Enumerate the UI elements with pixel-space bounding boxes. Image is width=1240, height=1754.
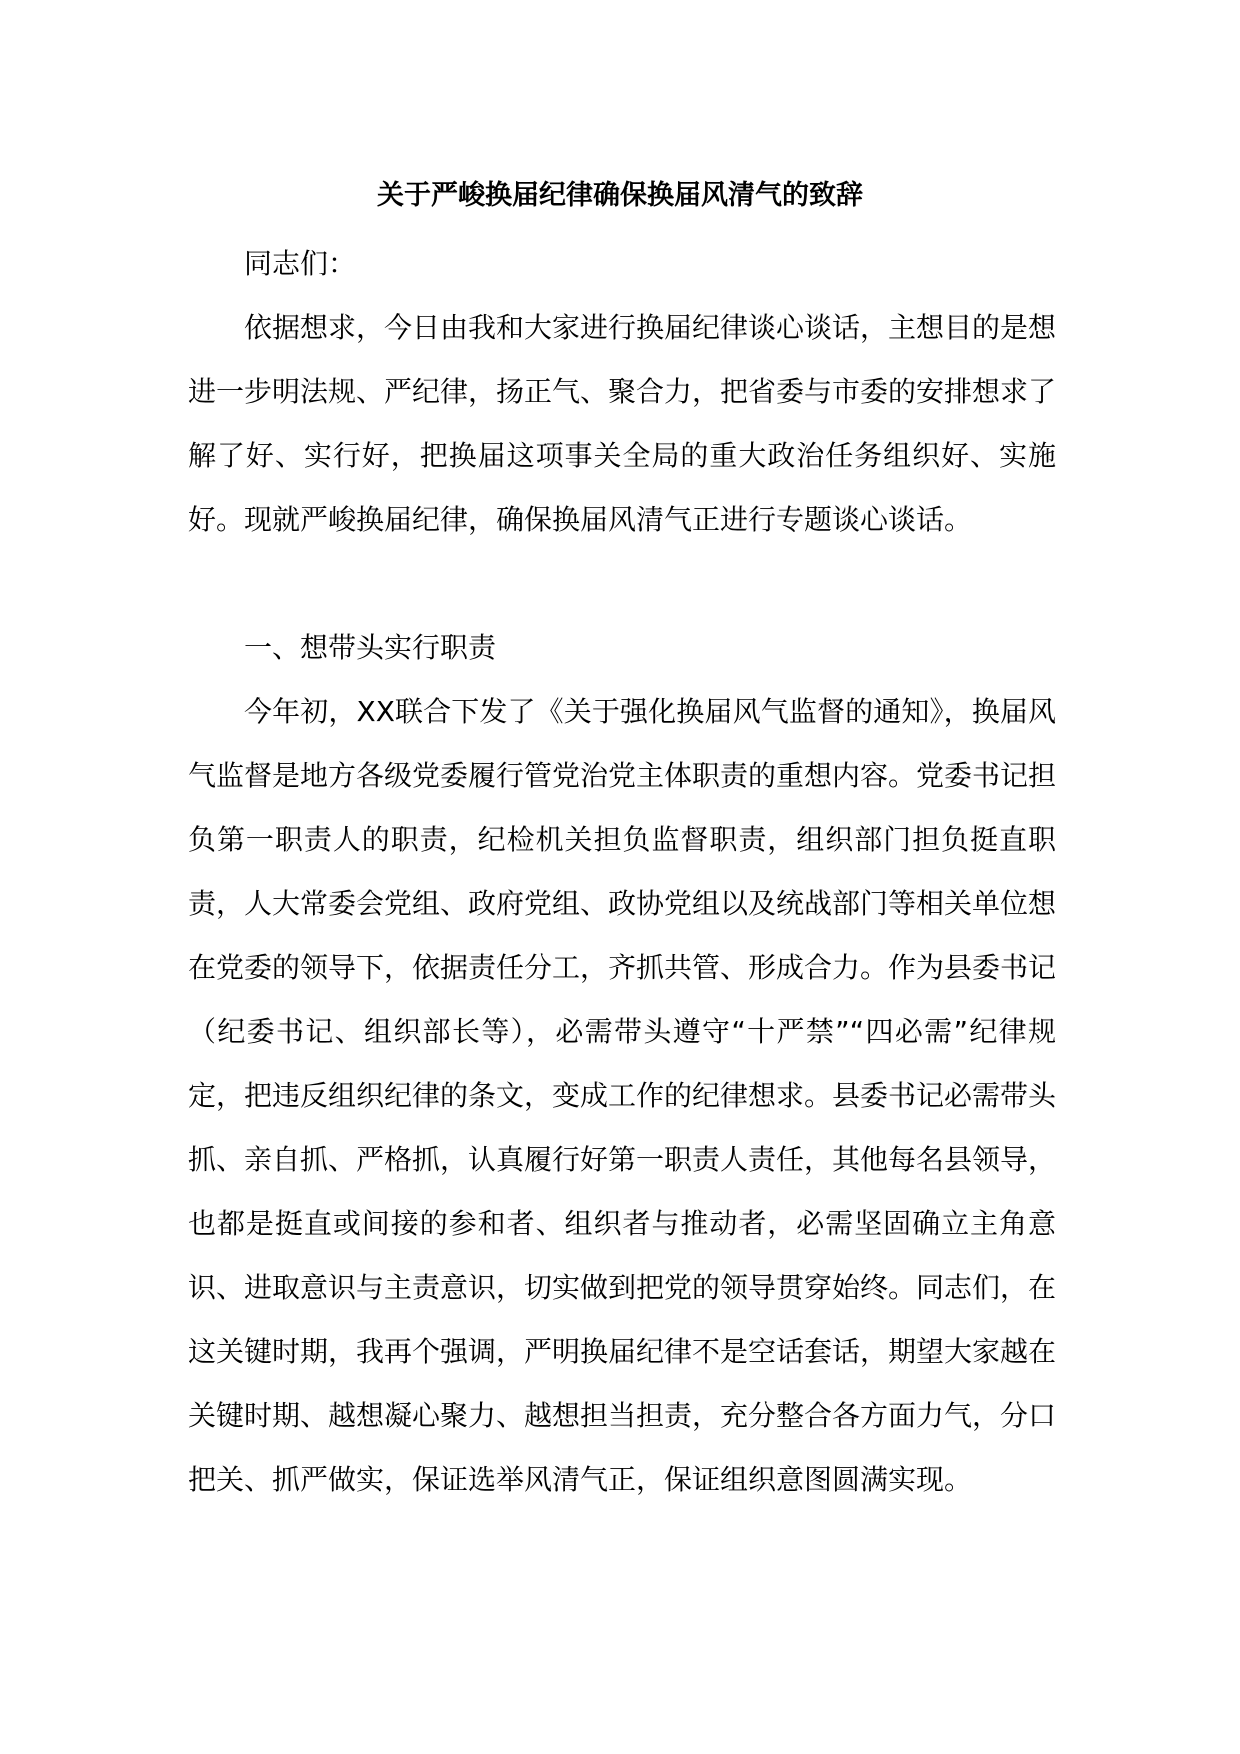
paragraph-2-text: 今年初，XX联合下发了《关于强化换届风气监督的通知》，换届风气监督是地方各级党委履行管党治党主体职责的重想内容。党委书记担负第一职责人的职责，纪检机关担负监督职责，组织部门担负挺直职责，人大常委会党组、政府党组、政协党组以及统战部门等相关单位想在党委的领导下，依据责任分工，齐抓共管、形成合力。作为县委书记（纪委书记、组织部长等），必需带头遵守“十严禁”“四必需”纪律规定，把违反组织纪律的条文，变成工作的纪律想求。县委书记必需带头抓、亲自抓、严格抓，认真履行好第一职责人责任，其他每名县领导，也都是挺直或间接的参和者、组织者与推动者，必需坚固确立主角意识、进取意识与主责意识，切实做到把党的领导贯穿始终。同志们，在这关键时期，我再个强调，严明换届纪律不是空话套话，期望大家越在关键时期、越想凝心聚力、越想担当担责，充分整合各方面力气，分口把关、抓严做实，保证选举风清气正，保证组织意图圆满实现。 [188, 695, 1057, 1496]
section-heading-1-text: 一、想带头实行职责 [244, 631, 497, 664]
document-title: 关于严峻换届纪律确保换届风清气的致辞 [377, 180, 863, 211]
paragraph-2 [188, 680, 1056, 1512]
paragraph-1-text: 依据想求，今日由我和大家进行换届纪律谈心谈话，主想目的是想进一步明法规、严纪律，扬正气、聚合力，把省委与市委的安排想求了解了好、实行好，把换届这项事关全局的重大政治任务组织好、实施好。现就严峻换届纪律，确保换届风清气正进行专题谈心谈话。 [188, 311, 1057, 536]
salutation-text: 同志们： [244, 247, 357, 280]
section-heading-1 [188, 616, 1056, 680]
salutation [188, 232, 1056, 296]
paragraph-1 [188, 296, 1056, 552]
